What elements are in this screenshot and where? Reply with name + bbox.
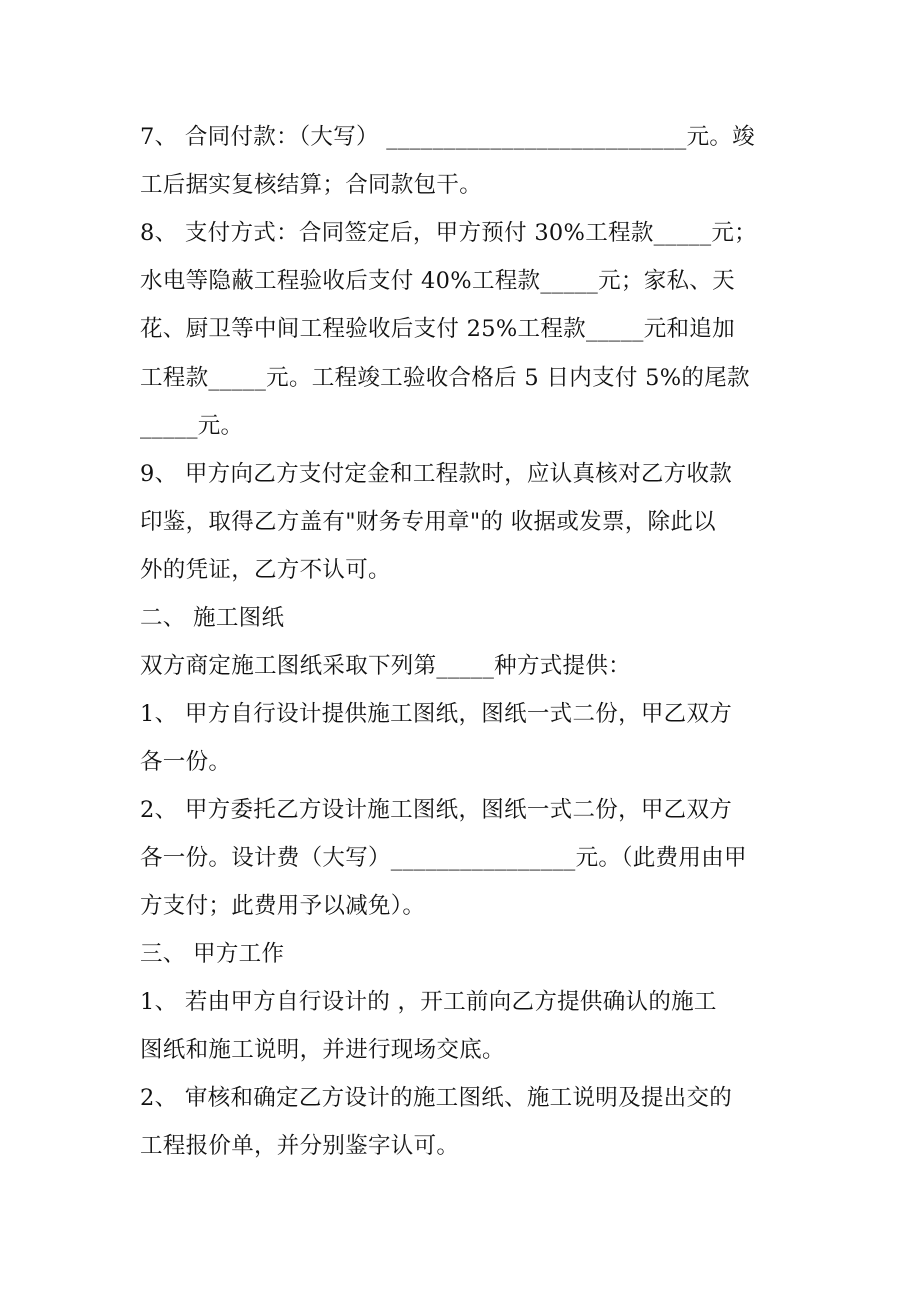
section-2-item-2-line-3: 方支付；此费用予以减免）。: [140, 893, 426, 919]
section-2-item-1-line-2: 各一份。: [140, 749, 232, 775]
section-2-heading: 二、 施工图纸: [140, 605, 285, 631]
section-3-item-1-line-1: 1、 若由甲方自行设计的 ，开工前向乙方提供确认的施工: [140, 989, 717, 1015]
section-2-item-1-line-1: 1、 甲方自行设计提供施工图纸，图纸一式二份，甲乙双方: [140, 701, 733, 727]
clause-9-line-3: 外的凭证，乙方不认可。: [140, 557, 391, 583]
section-3-item-2-line-2: 工程报价单，并分别鉴字认可。: [140, 1133, 460, 1159]
section-3-heading: 三、 甲方工作: [140, 941, 285, 967]
clause-9-line-1: 9、 甲方向乙方支付定金和工程款时，应认真核对乙方收款: [140, 461, 733, 487]
section-3-item-2-line-1: 2、 审核和确定乙方设计的施工图纸、施工说明及提出交的: [140, 1085, 733, 1111]
clause-8-line-1: 8、 支付方式：合同签定后，甲方预付 30%工程款_____元；: [140, 220, 757, 246]
section-2-intro: 双方商定施工图纸采取下列第_____种方式提供：: [140, 653, 631, 679]
clause-9-line-2: 印鉴，取得乙方盖有"财务专用章"的 收据或发票，除此以: [140, 509, 716, 535]
section-2-item-2-line-1: 2、 甲方委托乙方设计施工图纸，图纸一式二份，甲乙双方: [140, 797, 733, 823]
clause-8-line-3: 花、厨卫等中间工程验收后支付 25%工程款_____元和追加: [140, 316, 735, 342]
section-2-item-2-line-2: 各一份。设计费（大写）________________元。（此费用由甲: [140, 845, 747, 871]
clause-7-line-1: 7、 合同付款：（大写） __________________________元。竣: [140, 124, 755, 150]
clause-7-line-2: 工后据实复核结算；合同款包干。: [140, 172, 483, 198]
clause-8-line-5: _____元。: [140, 413, 244, 439]
clause-8-line-2: 水电等隐蔽工程验收后支付 40%工程款_____元；家私、天: [140, 268, 735, 294]
section-3-item-1-line-2: 图纸和施工说明，并进行现场交底。: [140, 1037, 505, 1063]
clause-8-line-4: 工程款_____元。工程竣工验收合格后 5 日内支付 5%的尾款: [140, 365, 750, 391]
